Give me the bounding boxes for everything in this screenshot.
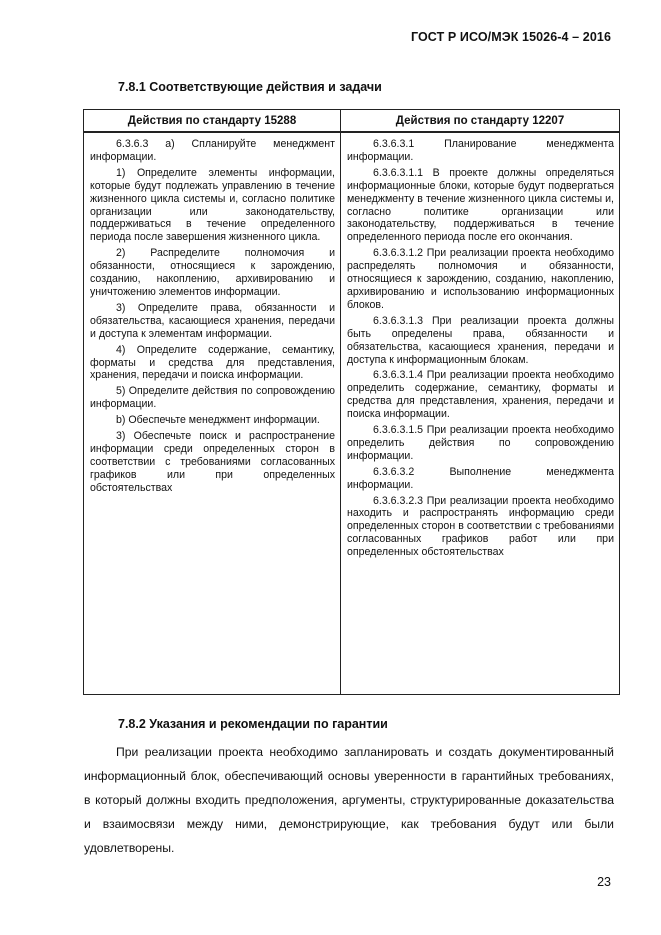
column-header-15288: Действия по стандарту 15288 xyxy=(84,110,341,133)
list-item: 6.3.6.3.1.3 При реализации проекта должны быть определены права, обязанности и обязательства, касающиеся хранения, передачи и доступа к информационным блокам. xyxy=(347,314,614,366)
body-paragraph: При реализации проекта необходимо запланировать и создать документированный информационный блок, обеспечивающий основы уверенности в гарантийных требованиях, в который должны входить предположения, аргументы, структурированные доказательства и взаимосвязи между ними, демонстрирующие, как требования будут или были удовлетворены. xyxy=(84,745,614,855)
table-header-row xyxy=(84,110,620,133)
list-item: 6.3.6.3.2 Выполнение менеджмента информации. xyxy=(347,465,614,491)
column-header-12207: Действия по стандарту 12207 xyxy=(341,110,620,133)
list-item: 4) Определите содержание, семантику, форматы и средства для представления, хранения, передачи и поиска информации. xyxy=(90,343,335,382)
assurance-guidance-body xyxy=(84,740,614,860)
document-code-header: ГОСТ Р ИСО/МЭК 15026-4 – 2016 xyxy=(410,30,611,44)
list-item: 1) Определите элементы информации, которые будут подлежать управлению в течение жизненного цикла системы и, согласно политике организации или законодательству, поддерживаться в течение определенного периода после завершения жизненного цикла. xyxy=(90,166,335,244)
section-heading-7-8-2: 7.8.2 Указания и рекомендации по гарантии xyxy=(118,717,388,731)
list-item: b) Обеспечьте менеджмент информации. xyxy=(116,414,320,427)
list-item: 6.3.6.3.1.2 При реализации проекта необходимо распределять полномочия и обязанности, относящиеся к зарождению, созданию, накоплению, архивированию и использованию информационных блоков. xyxy=(347,247,614,311)
list-item: 6.3.6.3.1.5 При реализации проекта необходимо определить действия по сопровождению информации. xyxy=(347,424,614,462)
list-item: 6.3.6.3.1 Планирование менеджмента информации. xyxy=(347,138,614,163)
list-item: 5) Определите действия по сопровождению информации. xyxy=(90,385,335,411)
standards-comparison-table xyxy=(83,109,620,695)
page-number: 23 xyxy=(597,875,611,889)
table-body-row xyxy=(84,132,620,695)
list-item: 3) Обеспечьте поиск и распространение информации среди определенных сторон в соответствии с требованиями согласованных графиков или при определенных обстоятельствах xyxy=(90,430,335,494)
list-item: 6.3.6.3.1.1 В проекте должны определяться информационные блоки, которые будут подвергаться менеджменту в течение жизненного цикла системы и, согласно политике организации или законодательству, поддерживаться в течение определенного периода после его окончания. xyxy=(347,166,614,244)
cell-15288-actions xyxy=(84,132,341,695)
list-item: 6.3.6.3.1.4 При реализации проекта необходимо определить содержание, семантику, форматы и средства для представления, хранения, передачи и поиска информации. xyxy=(347,369,614,421)
list-item: 3) Определите права, обязанности и обязательства, касающиеся хранения, передачи и доступа к элементам информации. xyxy=(90,301,335,340)
list-item: 6.3.6.3.2.3 При реализации проекта необходимо находить и распространять информацию среди определенных сторон в соответствии с требованиями согласованных графиков работ или при определенных обстоятельствах xyxy=(347,494,614,559)
list-item: 2) Распределите полномочия и обязанности, относящиеся к зарождению, созданию, накоплению, архивированию и уничтожению элементов информации. xyxy=(90,247,335,298)
cell-12207-actions xyxy=(341,132,620,695)
section-heading-7-8-1: 7.8.1 Соответствующие действия и задачи xyxy=(118,80,382,94)
list-item: 6.3.6.3 a) Спланируйте менеджмент информации. xyxy=(90,138,335,163)
